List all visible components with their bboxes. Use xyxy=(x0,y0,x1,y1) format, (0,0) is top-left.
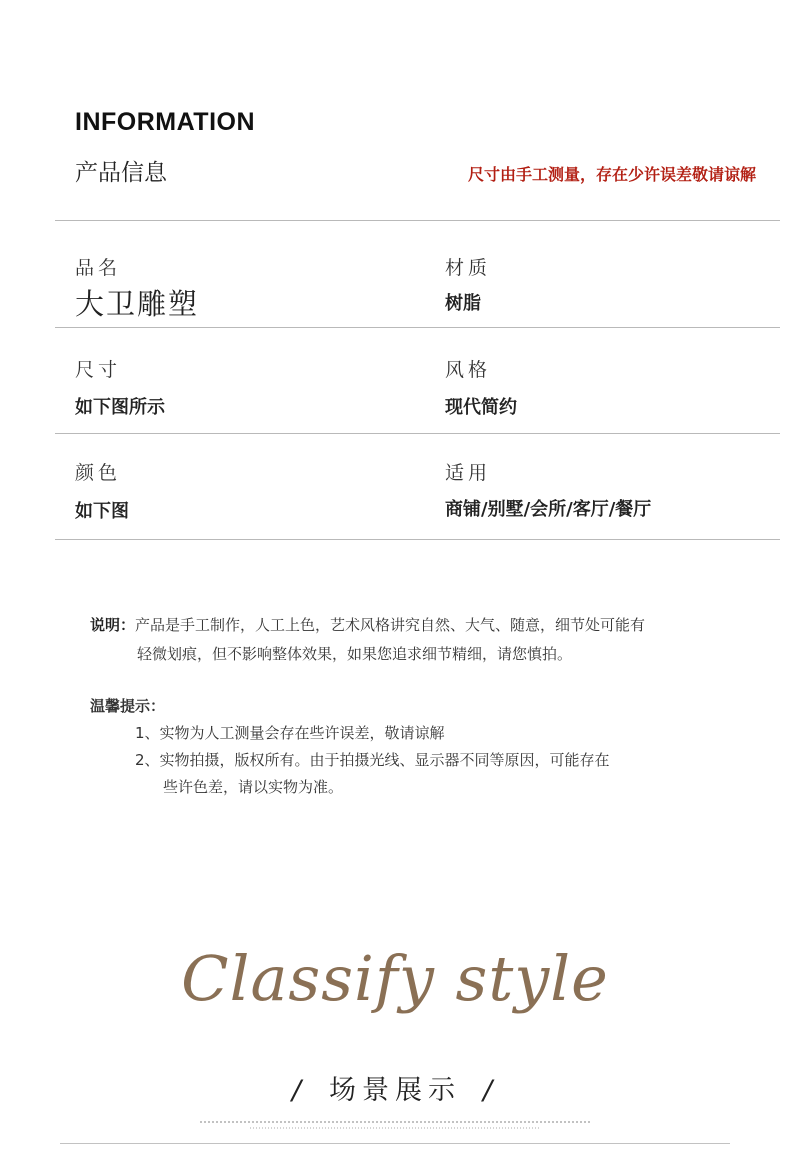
tips-label: 温馨提示： xyxy=(90,697,166,715)
divider xyxy=(55,220,780,221)
description-label: 说明： xyxy=(90,616,136,634)
tips-item-1: 1、实物为人工测量会存在些许误差，敬请谅解 xyxy=(135,724,445,742)
use-label: 适用 xyxy=(445,462,492,484)
material-value: 树脂 xyxy=(445,293,481,314)
name-value: 大卫雕塑 xyxy=(75,287,200,321)
tips-item-2-line-1: 2、实物拍摄，版权所有。由于拍摄光线、显示器不同等原因，可能存在 xyxy=(135,751,610,769)
description-text-1: 产品是手工制作，人工上色，艺术风格讲究自然、大气、随意，细节处可能有 xyxy=(135,616,646,634)
slash-left: / xyxy=(291,1075,307,1106)
divider xyxy=(55,327,780,328)
size-label: 尺寸 xyxy=(75,359,122,381)
section-title-text: 场景展示 xyxy=(329,1075,461,1106)
divider xyxy=(55,539,780,540)
name-label: 品名 xyxy=(75,257,122,279)
decorative-dotted-line xyxy=(250,1127,540,1129)
description-line-2: 轻微划痕，但不影响整体效果，如果您追求细节精细，请您慎拍。 xyxy=(137,645,573,663)
bottom-divider xyxy=(60,1143,730,1144)
material-label: 材质 xyxy=(445,257,492,279)
product-info-heading: 产品信息 xyxy=(75,160,167,186)
measurement-notice: 尺寸由手工测量，存在少许误差敬请谅解 xyxy=(467,165,756,184)
use-value: 商铺/别墅/会所/客厅/餐厅 xyxy=(445,499,652,520)
size-value: 如下图所示 xyxy=(75,397,165,418)
classify-style-script: Classify style xyxy=(181,942,609,1015)
decorative-dotted-line xyxy=(200,1121,590,1123)
divider xyxy=(55,433,780,434)
information-heading: INFORMATION xyxy=(75,108,256,136)
style-value: 现代简约 xyxy=(445,397,517,418)
color-label: 颜色 xyxy=(75,462,122,484)
scene-display-title xyxy=(0,1068,790,1107)
slash-right: / xyxy=(483,1075,499,1106)
tips-item-2-line-2: 些许色差，请以实物为准。 xyxy=(163,778,344,796)
style-label: 风格 xyxy=(445,359,492,381)
description-line-1 xyxy=(90,611,645,640)
color-value: 如下图 xyxy=(75,501,129,522)
